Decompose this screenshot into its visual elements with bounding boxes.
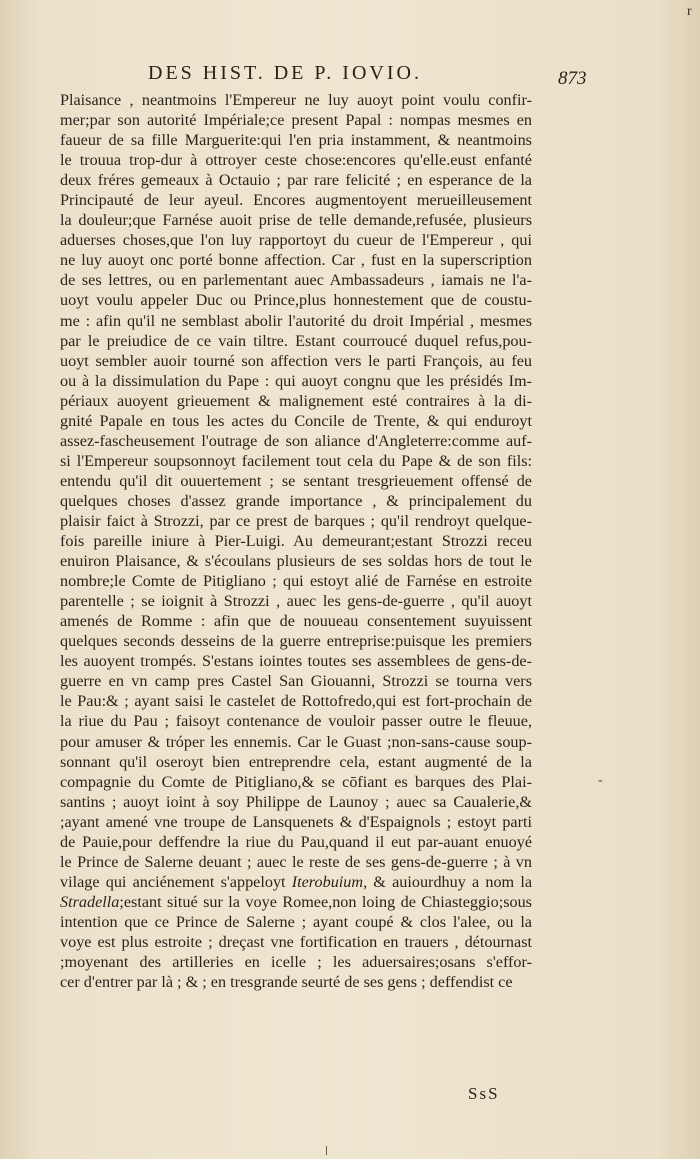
text-line: vilage qui anciénement s'appeloyt Iterobuium, & auiourdhuy a nom la: [60, 872, 533, 891]
edge-mark: r: [687, 4, 692, 19]
text-line: santins ; auoyt ioint à soy Philippe de Launoy ; auec sa Caualerie,&: [60, 792, 532, 811]
text-line: le Prince de Salerne deuant ; auec le reste de ses gens-de-guerre ; à vn: [60, 852, 532, 871]
text-line: uoyt sembler auoir tourné son affection vers le parti François, au feu: [60, 351, 532, 370]
text-line: parentelle ; se ioignit à Strozzi , auec les gens-de-guerre , qu'il auoyt: [60, 592, 532, 611]
text-line: ;ayant amené vne troupe de Lansquenets & d'Espaignols ; estoyt parti: [60, 812, 532, 831]
text-line: le Pau:& ; ayant saisi le castelet de Rottofredo,qui est fort-prochain de: [60, 692, 532, 711]
page-number: 873: [558, 68, 587, 89]
text-line: par le preiudice de ce vain tiltre. Estant courroucé duquel refus,pou-: [60, 331, 532, 350]
text-line: plaisir faict à Strozzi, par ce prest de barques ; qu'il rendroyt quelque-: [60, 511, 532, 530]
text-line: Principauté de leur ayeul. Encores augmentoyent merueilleusement: [60, 191, 532, 210]
text-line: les auoyent trompés. S'estans iointes toutes ses assemblees de gens-de-: [60, 652, 532, 671]
text-line: sonnant qu'il oseroyt bien entreprendre cela, estant augmenté de la: [60, 752, 532, 771]
text-line: Stradella;estant situé sur la voye Romee,non loing de Chiasteggio;sous: [60, 892, 532, 911]
page-tick: [326, 1146, 327, 1155]
text-line: ou à la dissimulation du Pape : qui auoyt congnu que les présidés Im-: [60, 371, 532, 390]
body-text: [60, 90, 532, 992]
text-line: deux fréres gemeaux à Octauio ; par rare felicité ; en esperance de la: [60, 171, 532, 190]
marginal-mark: -: [598, 773, 603, 788]
text-line: enuiron Plaisance, & s'écoulans plusieurs de ses soldas hors de tout le: [60, 552, 532, 571]
text-line: ;moyenant des artilleries en icelle ; les aduersaires;osans s'effor-: [60, 953, 532, 972]
text-line: quelques choses d'assez grande importance , & principalement du: [60, 491, 532, 510]
text-line: quelques seconds desseins de la guerre entreprise:puisque les premiers: [60, 632, 532, 651]
text-line: la douleur;que Farnése auoit prise de telle demande,refusée, plusieurs: [60, 211, 532, 230]
text-line: si l'Empereur soupsonnoyt facilement tout cela du Pape & de son fils:: [60, 451, 532, 470]
text-line: mer;par son autorité Impériale;ce present Papal : nompas mesmes en: [60, 111, 532, 130]
text-line: assez-fascheusement l'outrage de son aliance d'Angleterre:comme auf-: [60, 431, 532, 450]
text-line: le trouua trop-dur à ottroyer ceste chose:encores qu'elle.eust enfanté: [60, 151, 532, 170]
page-header: [0, 62, 700, 92]
text-line: gnité Papale en tous les actes du Concile de Trente, & qui enduroyt: [60, 411, 532, 430]
text-line: faueur de sa fille Marguerite:qui l'en pria instamment, & neantmoins: [60, 131, 532, 150]
text-line: pour amuser & tróper les ennemis. Car le Guast ;non-sans-cause soup-: [60, 732, 532, 751]
text-line: uoyt voulu appeler Duc ou Prince,plus honnestement que de coustu-: [60, 291, 532, 310]
text-line: me : afin qu'il ne semblast abolir l'autorité du droit Impérial , mesmes: [60, 311, 532, 330]
text-line: nombre;le Comte de Pitigliano ; qui estoyt alié de Farnése en estroite: [60, 572, 532, 591]
text-line: Plaisance , neantmoins l'Empereur ne luy auoyt point voulu confir-: [60, 91, 532, 109]
signature-mark: SsS: [468, 1084, 500, 1103]
text-line: de Pauie,pour deffendre la riue du Pau,quand il eut par-auant enuoyé: [60, 832, 532, 851]
text-line: amenés de Romme : afin que de nouueau consentement suyuissent: [60, 612, 532, 631]
text-line: compagnie du Comte de Pitigliano,& se cōfiant es barques des Plai-: [60, 772, 532, 791]
text-line: voye est plus estroite ; dreçast vne fortification en trauers , détournast: [60, 932, 532, 951]
text-line: intention que ce Prince de Salerne ; ayant coupé & clos l'alee, ou la: [60, 912, 532, 931]
text-line: périaux auoyent grieuement & malignement esté contraires à la di-: [60, 391, 532, 410]
text-line: guerre en vn camp pres Castel San Giouanni, Strozzi se tourna vers: [60, 672, 532, 691]
text-line: de ses lettres, ou en parlementant auec Ambassadeurs , iamais ne l'a-: [60, 271, 532, 290]
text-line: fois pareille iniure à Pier-Luigi. Au demeurant;estant Strozzi receu: [60, 532, 532, 551]
text-line: cer d'entrer par là ; & ; en tresgrande seurté de ses gens ; deffendist ce: [60, 973, 513, 992]
text-line: entendu qu'il dit ouuertement ; se sentant tresgrieuement offensé de: [60, 471, 532, 490]
text-line: aduerses choses,que l'on luy rapportoyt du cueur de l'Empereur , qui: [60, 231, 532, 250]
text-line: ne luy auoyt onc porté bonne affection. Car , fust en la superscription: [60, 251, 532, 270]
running-head: DES HIST. DE P. IOVIO.: [148, 62, 422, 84]
text-line: la riue du Pau ; faisoyt contenance de vouloir passer outre le fleuue,: [60, 712, 532, 731]
